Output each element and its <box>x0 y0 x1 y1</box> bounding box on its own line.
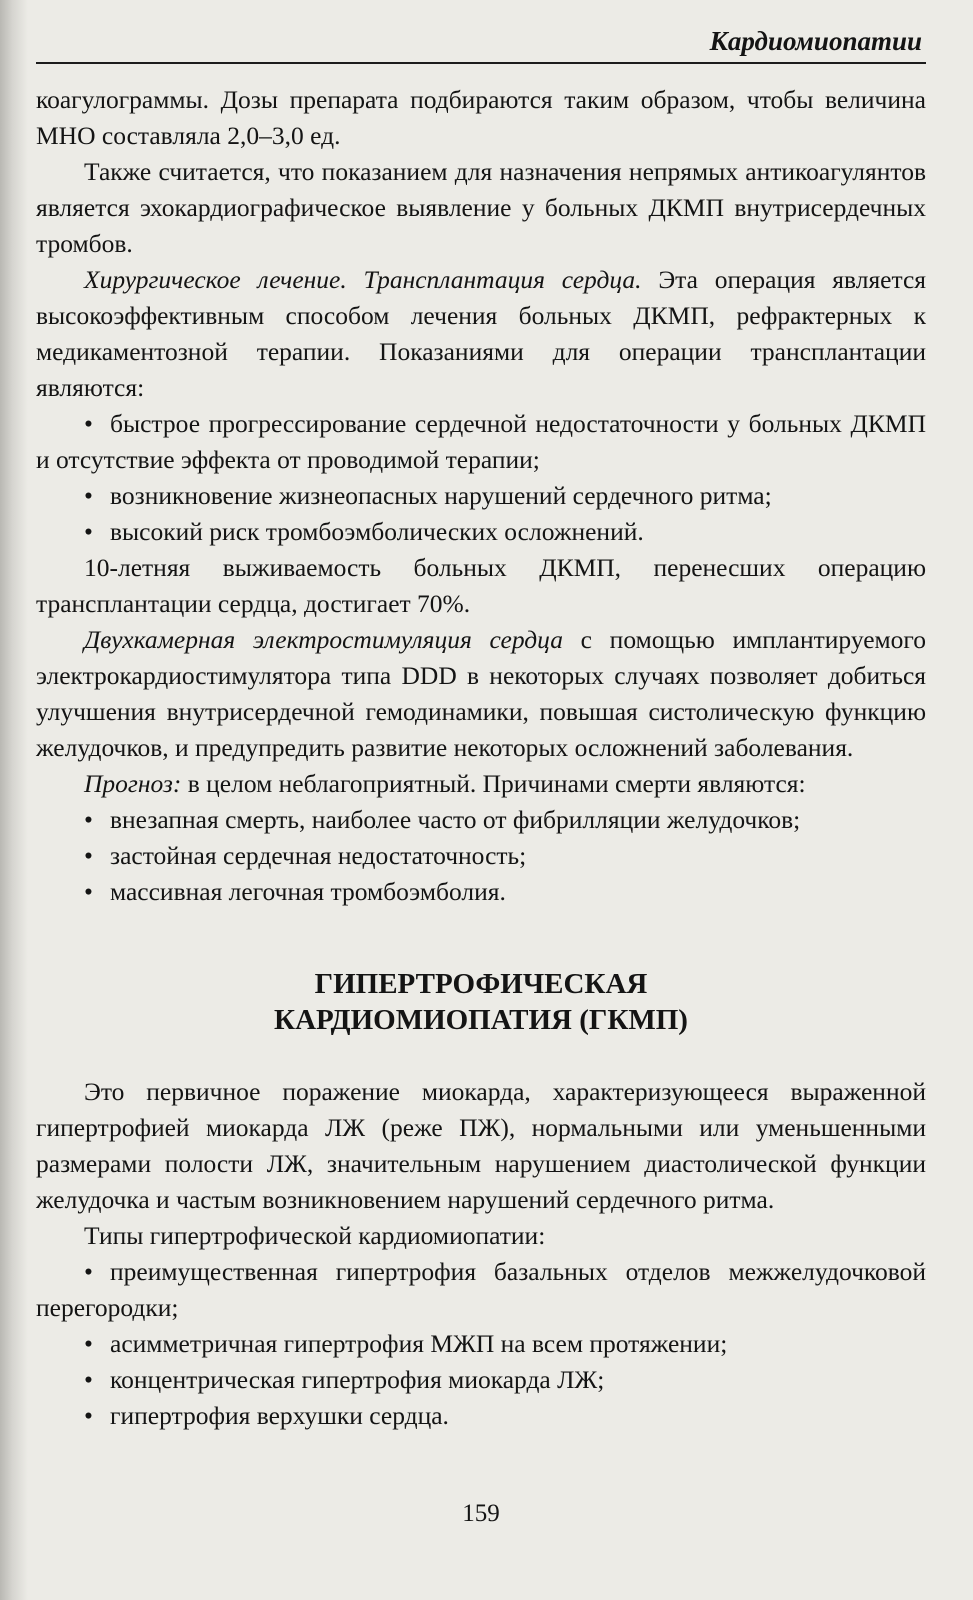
paragraph-surgery <box>36 262 926 406</box>
surgery-heading: Хирургическое лечение. Трансплантация сердца. <box>84 265 642 294</box>
bullet: • <box>84 841 93 870</box>
bullet: • <box>84 805 93 834</box>
list-item: • застойная сердечная недостаточность; <box>36 838 926 874</box>
paragraph-continuation: коагулограммы. Дозы препарата подбираются таким образом, чтобы величина МНО составляла 2,0–3,0 ед. <box>36 85 926 150</box>
bullet: • <box>84 1401 93 1430</box>
section-title-line: КАРДИОМИОПАТИЯ (ГКМП) <box>274 1004 688 1036</box>
page-number: 159 <box>462 1500 500 1527</box>
list-item: • гипертрофия верхушки сердца. <box>36 1398 926 1434</box>
list-item: • возникновение жизнеопасных нарушений сердечного ритма; <box>36 478 926 514</box>
bullet: • <box>84 877 93 906</box>
paragraph-survival: 10-летняя выживаемость больных ДКМП, перенесших операцию трансплантации сердца, достигает 70%. <box>36 553 926 618</box>
list-item: • быстрое прогрессирование сердечной недостаточности у больных ДКМП и отсутствие эффекта от проводимой терапии; <box>36 406 926 478</box>
list-item: • асимметричная гипертрофия МЖП на всем протяжении; <box>36 1326 926 1362</box>
prognosis-heading: Прогноз: <box>84 769 182 798</box>
bullet: • <box>84 1257 93 1286</box>
bullet: • <box>84 481 93 510</box>
list-item: • преимущественная гипертрофия базальных отделов межжелудочковой перегородки; <box>36 1254 926 1326</box>
prognosis-text: в целом неблагоприятный. Причинами смерти являются: <box>181 769 806 798</box>
paragraph-anticoagulants: Также считается, что показанием для назначения непрямых антикоагулянтов является эхокардиографическое выявление у больных ДКМП внутрисердечных тромбов. <box>36 157 926 258</box>
paragraph-pacing <box>36 622 926 766</box>
surgery-text: Эта операция является высокоэффективным способом лечения больных ДКМП, рефрактерных к медикаментозной терапии. Показаниями для операции трансплантации являются: <box>36 265 927 402</box>
paragraph-definition: Это первичное поражение миокарда, характеризующееся выраженной гипертрофией миокарда ЛЖ (реже ПЖ), нормальными или уменьшенными размерами полости ЛЖ, значительным нарушением диастолической функции желудочка и частым возникновением нарушений сердечного ритма. <box>36 1077 926 1214</box>
list-item: • высокий риск тромбоэмболических осложнений. <box>36 514 926 550</box>
book-page <box>36 24 926 1584</box>
page-body <box>36 82 926 1434</box>
list-item: • внезапная смерть, наиболее часто от фибрилляции желудочков; <box>36 802 926 838</box>
section-title-line: ГИПЕРТРОФИЧЕСКАЯ <box>314 968 648 1000</box>
bullet: • <box>84 409 93 438</box>
section-title <box>36 966 926 1038</box>
paragraph-prognosis <box>36 766 926 802</box>
book-spine-shadow <box>0 0 28 1600</box>
pacing-heading: Двухкамерная электростимуляция сердца <box>84 625 563 654</box>
running-head: Кардиомиопатии <box>36 24 926 64</box>
list-item: • концентрическая гипертрофия миокарда ЛЖ; <box>36 1362 926 1398</box>
bullet: • <box>84 1365 93 1394</box>
list-item: • массивная легочная тромбоэмболия. <box>36 874 926 910</box>
bullet: • <box>84 1329 93 1358</box>
bullet: • <box>84 517 93 546</box>
pacing-text: с помощью имплантируемого электрокардиостимулятора типа DDD в некоторых случаях позволяет добиться улучшения внутрисердечной гемодинамики, повышая систолическую функцию желудочков, и предупредить развитие некоторых осложнений заболевания. <box>36 625 927 762</box>
paragraph-types-intro: Типы гипертрофической кардиомиопатии: <box>84 1221 546 1250</box>
